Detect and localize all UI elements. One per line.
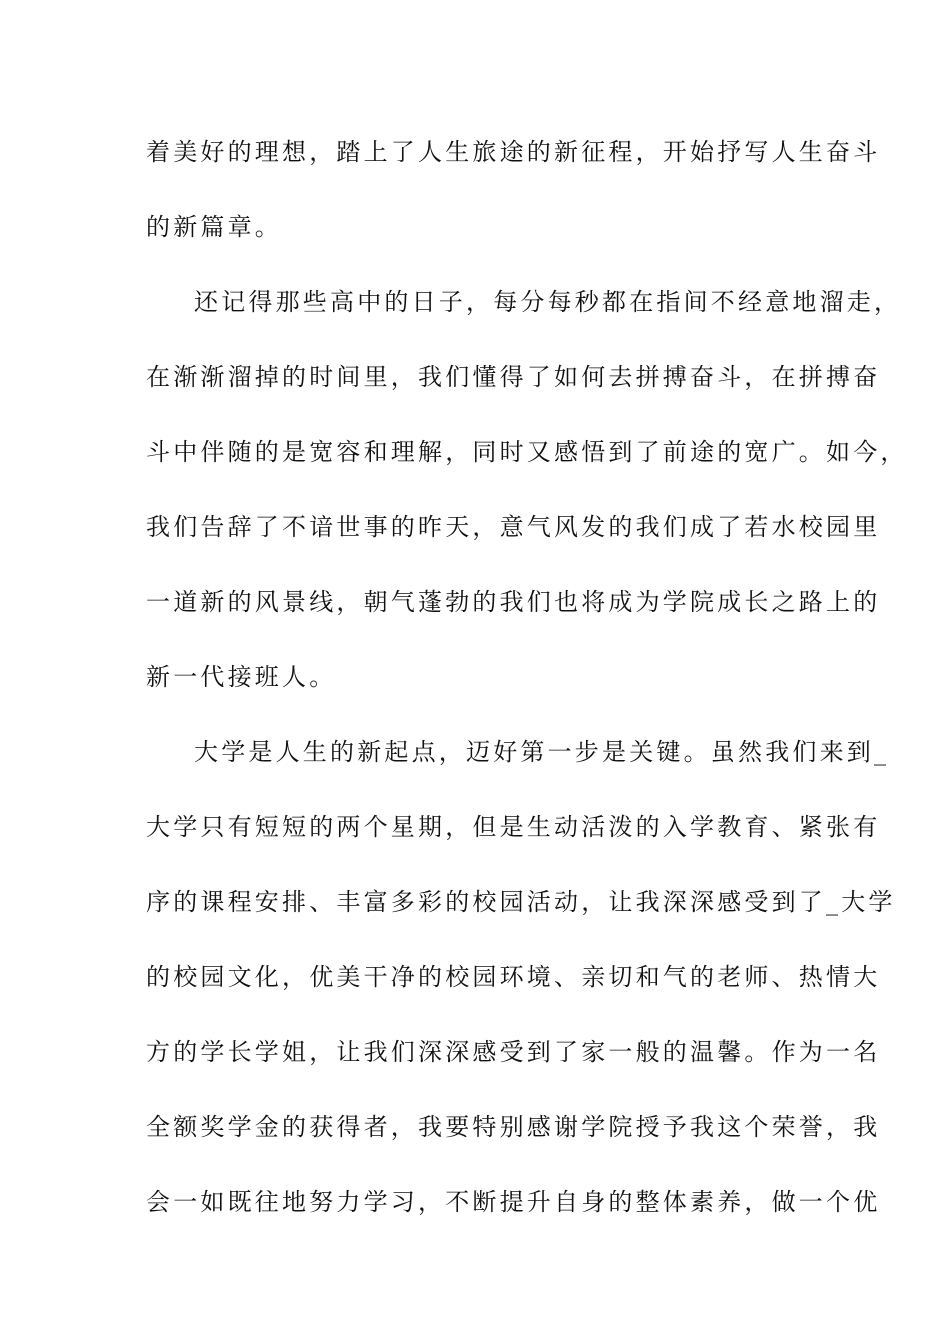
text-line-6: 我们告辞了不谙世事的昨天，意气风发的我们成了若水校园里 <box>146 513 881 541</box>
text-line-15: 会一如既往地努力学习，不断提升自身的整体素养，做一个优 <box>146 1188 881 1216</box>
text-line-12: 的校园文化，优美干净的校园环境、亲切和气的老师、热情大 <box>146 963 881 991</box>
text-line-10: 大学只有短短的两个星期，但是生动活泼的入学教育、紧张有 <box>146 813 881 841</box>
text-line-5: 斗中伴随的是宽容和理解，同时又感悟到了前途的宽广。如今， <box>146 438 908 466</box>
text-line-9: 大学是人生的新起点，迈好第一步是关键。虽然我们来到_ <box>194 738 890 766</box>
text-line-4: 在渐渐溜掉的时间里，我们懂得了如何去拼搏奋斗，在拼搏奋 <box>146 363 881 391</box>
text-line-7: 一道新的风景线，朝气蓬勃的我们也将成为学院成长之路上的 <box>146 588 881 616</box>
text-line-2: 的新篇章。 <box>146 213 282 241</box>
text-line-8: 新一代接班人。 <box>146 663 337 691</box>
text-line-11: 序的课程安排、丰富多彩的校园活动，让我深深感受到了_大学 <box>146 888 896 916</box>
text-line-13: 方的学长学姐，让我们深深感受到了家一般的温馨。作为一名 <box>146 1038 881 1066</box>
text-line-3: 还记得那些高中的日子，每分每秒都在指间不经意地溜走， <box>194 288 902 316</box>
text-line-14: 全额奖学金的获得者，我要特别感谢学院授予我这个荣誉，我 <box>146 1113 881 1141</box>
text-line-1: 着美好的理想，踏上了人生旅途的新征程，开始抒写人生奋斗 <box>146 138 881 166</box>
